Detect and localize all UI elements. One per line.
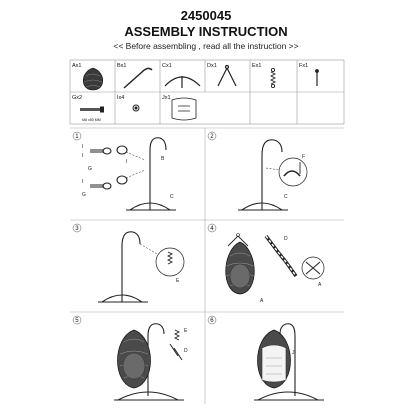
step-2-callout-c: C <box>284 194 288 200</box>
spring-icon <box>271 68 275 87</box>
step-1-illustration <box>90 138 176 210</box>
curved-pole-icon <box>124 68 152 88</box>
part-label-c: Cx1 <box>162 63 172 69</box>
page-title: ASSEMBLY INSTRUCTION <box>124 24 288 39</box>
step-1-callout-i-4: I <box>126 159 128 165</box>
step-6-callout-j: J <box>292 350 295 356</box>
pin-icon <box>316 70 319 86</box>
step-4-illustration <box>226 234 324 295</box>
step-1-callout-b: B <box>161 156 165 162</box>
step-number-1: 1 <box>75 134 79 140</box>
step-number-6: 6 <box>210 318 214 324</box>
step-5-callout-e: E <box>184 328 188 334</box>
instruction-subtitle: << Before assembling , read all the instruction >> <box>113 41 299 51</box>
base-arc-icon <box>165 76 200 88</box>
product-code: 2450045 <box>180 8 232 23</box>
step-number-2: 2 <box>210 134 214 140</box>
bolt-size-note: M8 x50 MM <box>82 118 101 122</box>
step-number-3: 3 <box>75 226 79 232</box>
step-number-4: 4 <box>210 226 214 232</box>
part-label-a: Ax1 <box>72 63 82 69</box>
step-6-illustration <box>254 324 324 400</box>
part-label-b: Bx1 <box>117 63 127 69</box>
part-label-d: Dx1 <box>207 63 217 69</box>
tripod-hanger-icon <box>218 66 236 87</box>
step-4-callout-a-detail: A <box>318 282 322 288</box>
step-4-callout-a-chair: A <box>260 298 264 304</box>
part-label-g: Gx2 <box>72 95 83 101</box>
step-1-callout-g-1: G <box>88 166 92 172</box>
step-4-callout-d: D <box>284 236 288 242</box>
step-5-callout-d: D <box>184 348 188 354</box>
cushion-icon <box>172 98 196 120</box>
step-1-callout-c: C <box>170 194 174 200</box>
step-2-illustration <box>238 140 307 210</box>
step-1-callout-g-2: G <box>82 192 86 198</box>
step-number-5: 5 <box>75 318 79 324</box>
step-1-callout-i-2: I <box>82 153 84 159</box>
step-3-callout-e: E <box>176 278 180 284</box>
step-5-illustration <box>114 324 184 400</box>
washer-icon <box>133 105 139 111</box>
step-1-callout-i-1: I <box>82 144 84 150</box>
steps-grid <box>70 128 344 404</box>
egg-chair-basket-icon <box>83 68 103 90</box>
part-label-i: Ix4 <box>117 95 125 101</box>
step-2-callout-f: F <box>302 154 306 160</box>
part-label-f: Fx1 <box>299 63 309 69</box>
parts-table <box>70 60 344 124</box>
part-label-j: Jx1 <box>162 95 171 101</box>
step-1-callout-i-3: I <box>82 179 84 185</box>
bolt-icon <box>80 107 104 113</box>
step-3-illustration <box>98 232 184 302</box>
part-label-e: Ex1 <box>252 63 262 69</box>
